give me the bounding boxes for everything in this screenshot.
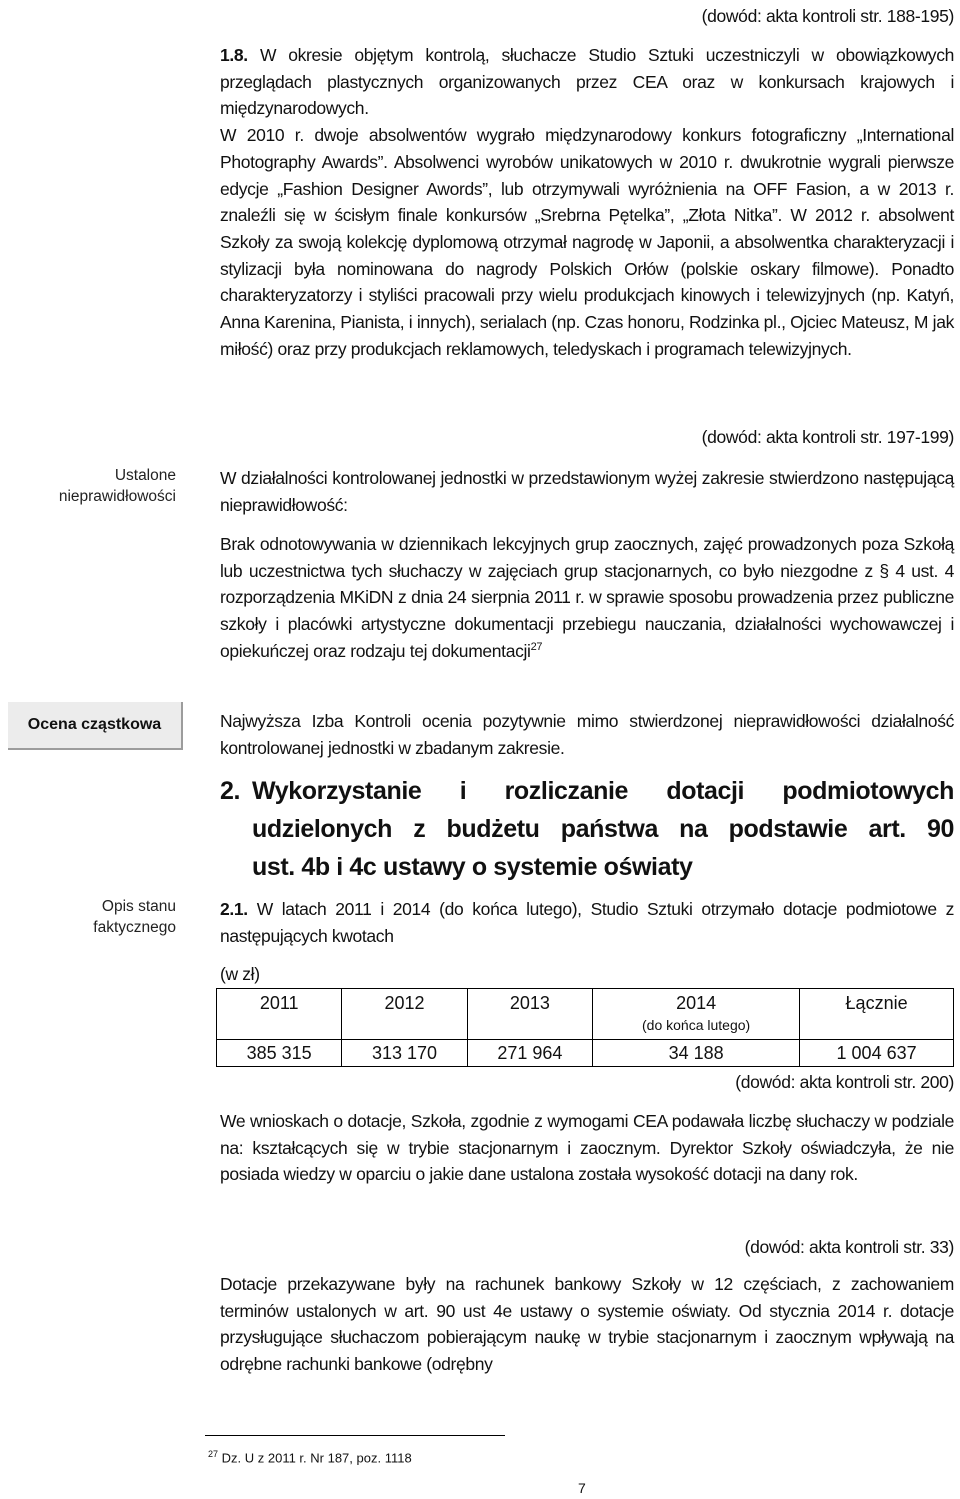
paragraph-transfers: Dotacje przekazywane były na rachunek bankowy Szkoły w 12 częściach, z zachowaniem terminów ustalonych w art. 90 ust 4e ustawy o systemie oświaty. Od stycznia 2014 r. dotacje przysługujące słuchaczom pobierającym naukę w trybie stacjonarnym i zaocznym wpływają na odrębne rachunki bankowe (odrębny (220, 1274, 954, 1375)
heading-line: udzielonych z budżetu państwa na podstawie art. 90 (252, 815, 954, 843)
side-label-irregularities: Ustalone nieprawidłowości (58, 467, 176, 505)
table-header-cell: 2012 (342, 989, 467, 1040)
heading-number: 2. (220, 777, 241, 805)
footnote-ref[interactable]: 27 (530, 640, 543, 653)
heading-line: ust. 4b i 4c ustawy o systemie oświaty (252, 853, 693, 881)
table-header-year: 2014 (676, 993, 717, 1013)
footnote-text: Dz. U z 2011 r. Nr 187, poz. 1118 (221, 1450, 412, 1466)
section-2-1 (220, 896, 954, 949)
table-cell: 313 170 (342, 1040, 467, 1067)
table-row (217, 1040, 954, 1067)
side-label-assessment: Ocena cząstkowa (8, 702, 183, 750)
section-1-8 (220, 42, 954, 362)
table-cell: 1 004 637 (800, 1040, 954, 1067)
unit-label: (w zł) (220, 964, 260, 984)
table-cell: 385 315 (217, 1040, 342, 1067)
heading-line: Wykorzystanie i rozliczanie dotacji podmiotowych (252, 777, 954, 805)
section-text: W okresie objętym kontrolą, słuchacze Studio Sztuki uczestniczyli w obowiązkowych przeglądach plastycznych organizowanych przez CEA oraz w konkursach krajowych i międzynarodowych. (220, 45, 954, 119)
side-label-facts: Opis stanu faktycznego (93, 898, 176, 936)
evidence-reference: (dowód: akta kontroli str. 197-199) (701, 427, 954, 447)
section-number: 1.8. (220, 45, 248, 65)
table-header-cell: 2013 (467, 989, 592, 1040)
evidence-reference: (dowód: akta kontroli str. 33) (744, 1237, 954, 1257)
table-header-cell-2014 (593, 989, 800, 1040)
table-cell: 34 188 (593, 1040, 800, 1067)
irregularity-text: Brak odnotowywania w dziennikach lekcyjnych grup zaocznych, zajęć prowadzonych poza Szkołą lub uczestnictwa tych słuchaczy w zajęciach grup stacjonarnych, co było niezgodne z § 4 ust. 4 rozporządzenia MKiDN z dnia 24 sierpnia 2011 r. w sprawie sposobu prowadzenia przez publiczne szkoły i placówki artystyczne dokumentacji przebiegu nauczania, działalności wychowawczej i opiekuńczej oraz rodzaju tej dokumentacji (220, 534, 954, 661)
section-text: W latach 2011 i 2014 (do końca lutego), Studio Sztuki otrzymało dotacje podmiotowe z następujących kwotach (220, 899, 954, 946)
table-header-note: (do końca lutego) (642, 1017, 751, 1033)
footnote-number: 27 (208, 1449, 219, 1459)
evidence-reference: (dowód: akta kontroli str. 188-195) (701, 6, 954, 26)
table-cell: 271 964 (467, 1040, 592, 1067)
table-header-row (217, 989, 954, 1040)
evidence-reference: (dowód: akta kontroli str. 200) (735, 1072, 954, 1092)
paragraph-applications: We wnioskach o dotacje, Szkoła, zgodnie z wymogami CEA podawała liczbę słuchaczy w podziale na: kształcących się w trybie stacjonarnym i zaocznym. Dyrektor Szkoły oświadczyła, że nie posiada wiedzy w oparciu o jakie dane ustalona została wysokość dotacji na dany rok. (220, 1111, 954, 1185)
section-text-continued: W 2010 r. dwoje absolwentów wygrało międzynarodowy konkurs fotograficzny „International Photography Awards”. Absolwenci wyrobów unikatowych w 2010 r. dwukrotnie wygrali pierwsze edycje „Fashion Designer Awords”, lub otrzymywali wyróżnienia na OFF Fasion, a w 2013 r. znaleźli się w ścisłym finale konkursów „Srebrna Pętelka”, „Złota Nitka”. W 2012 r. absolwent Szkoły za swoją kolekcję dyplomową otrzymał nagrodę w Japonii, a absolwentka charakteryzacji i stylizacji była nominowana do nagrody Polskich Orłów (polskie oskary filmowe). Ponadto charakteryzatorzy i styliści pracowali przy wielu produkcjach kinowych i telewizyjnych (np. Katyń, Anna Karenina, Pianista, i innych), serialach (np. Czas honoru, Rodzinka pl., Ojciec Mateusz, M jak miłość) oraz przy produkcjach reklamowych, teledyskach i programach telewizyjnych. (220, 125, 954, 359)
assessment-text: Najwyższa Izba Kontroli ocenia pozytywnie mimo stwierdzonej nieprawidłowości działalność kontrolowanej jednostki w zbadanym zakresie. (220, 711, 954, 758)
table-header-cell: 2011 (217, 989, 342, 1040)
footnote (208, 1449, 412, 1465)
irregularity-intro: W działalności kontrolowanej jednostki w przedstawionym wyżej zakresie stwierdzono następującą nieprawidłowość: (220, 468, 954, 515)
footnote-divider (205, 1435, 505, 1436)
subsidy-table (216, 988, 954, 1067)
table-header-cell: Łącznie (800, 989, 954, 1040)
section-2-heading (220, 772, 954, 886)
irregularity-description (220, 531, 954, 665)
page-number: 7 (578, 1480, 586, 1496)
section-number: 2.1. (220, 899, 248, 919)
